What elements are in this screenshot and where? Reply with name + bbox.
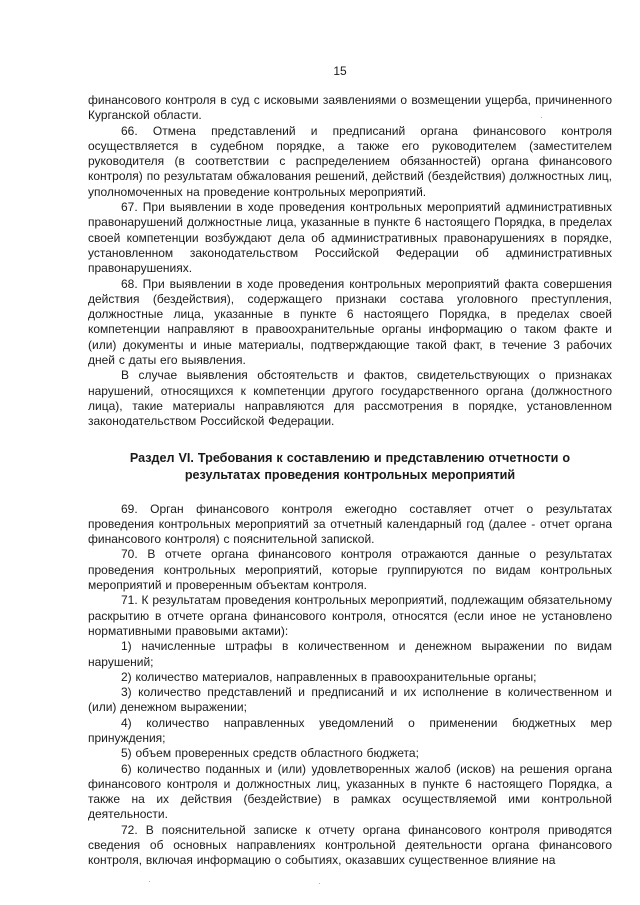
section-heading-line-2: результатах проведения контрольных мероприятий	[184, 467, 516, 482]
page-number: 15	[333, 64, 347, 78]
scan-speck: ·	[540, 113, 543, 122]
paragraph: 69. Орган финансового контроля ежегодно составляет отчет о результатах проведения контрольных мероприятий за отчетный календарный год (далее - отчет органа финансового контроля) с пояснительной запиской.	[88, 501, 612, 547]
paragraph: 6) количество поданных и (или) удовлетворенных жалоб (исков) на решения органа финансового контроля и должностных лиц, указанных в пункте 6 настоящего Порядка, а также на их действия (бездействие) в рамках осуществляемой ими контрольной деятельности.	[88, 761, 612, 822]
paragraph: В случае выявления обстоятельств и фактов, свидетельствующих о признаках нарушений, относящихся к компетенции другого государственного органа (должностного лица), такие материалы направляются для рассмотрения в порядке, установленном законодательством Российской Федерации.	[88, 368, 612, 429]
paragraph: 72. В пояснительной записке к отчету органа финансового контроля приводятся сведения об основных направлениях контрольной деятельности органа финансового контроля, включая информацию о событиях, оказавших существенное влияние на	[88, 822, 612, 868]
paragraph: 1) начисленные штрафы в количественном и денежном выражении по видам нарушений;	[88, 639, 612, 669]
paragraph: 67. При выявлении в ходе проведения контрольных мероприятий административных правонарушений должностные лица, указанные в пункте 6 настоящего Порядка, в пределах своей компетенции возбуждают дела об административных правонарушениях в порядке, установленном законодательством Российской Федерации об административных правонарушениях.	[88, 200, 612, 276]
paragraph: 66. Отмена представлений и предписаний органа финансового контроля осуществляется в судебном порядке, а также его руководителем (заместителем руководителя (в соответствии с распределением обязанностей) органа финансового контроля) по результатам обжалования решений, действий (бездействия) должностных лиц, уполномоченных на проведение контрольных мероприятий.	[88, 123, 612, 199]
paragraph: 68. При выявлении в ходе проведения контрольных мероприятий факта совершения действия (бездействия), содержащего признаки состава уголовного преступления, должностные лица, указанные в пункте 6 настоящего Порядка, в пределах своей компетенции направляют в правоохранительные органы информацию о таком факте и (или) документы и иные материалы, подтверждающие такой факт, в течение 3 рабочих дней с даты его выявления.	[88, 276, 612, 368]
paragraphs-after-section	[88, 502, 612, 869]
paragraph: 71. К результатам проведения контрольных мероприятий, подлежащим обязательному раскрытию в отчете органа финансового контроля, относятся (если иное не установлено нормативными правовыми актами):	[88, 593, 612, 638]
paragraph: 2) количество материалов, направленных в правоохранительные органы;	[121, 669, 537, 684]
paragraph: 3) количество представлений и предписаний и их исполнение в количественном и (или) денежном выражении;	[88, 685, 612, 715]
paragraphs-before-section	[88, 93, 612, 430]
paragraph: 4) количество направленных уведомлений о применении бюджетных мер принуждения;	[88, 715, 612, 745]
scan-speck: ·	[148, 877, 151, 886]
paragraph: 5) объем проверенных средств областного бюджета;	[121, 746, 419, 761]
section-heading-line-1: Раздел VI. Требования к составлению и представлению отчетности о	[129, 450, 571, 465]
scan-speck: ·	[318, 879, 321, 888]
paragraph: финансового контроля в суд с исковыми заявлениями о возмещении ущерба, причиненного Курганской области.	[88, 93, 612, 123]
document-body	[88, 93, 612, 869]
section-heading	[88, 450, 612, 484]
paragraph: 70. В отчете органа финансового контроля отражаются данные о результатах проведения контрольных мероприятий, которые группируются по видам контрольных мероприятий и проверенным объектам контроля.	[88, 547, 612, 593]
